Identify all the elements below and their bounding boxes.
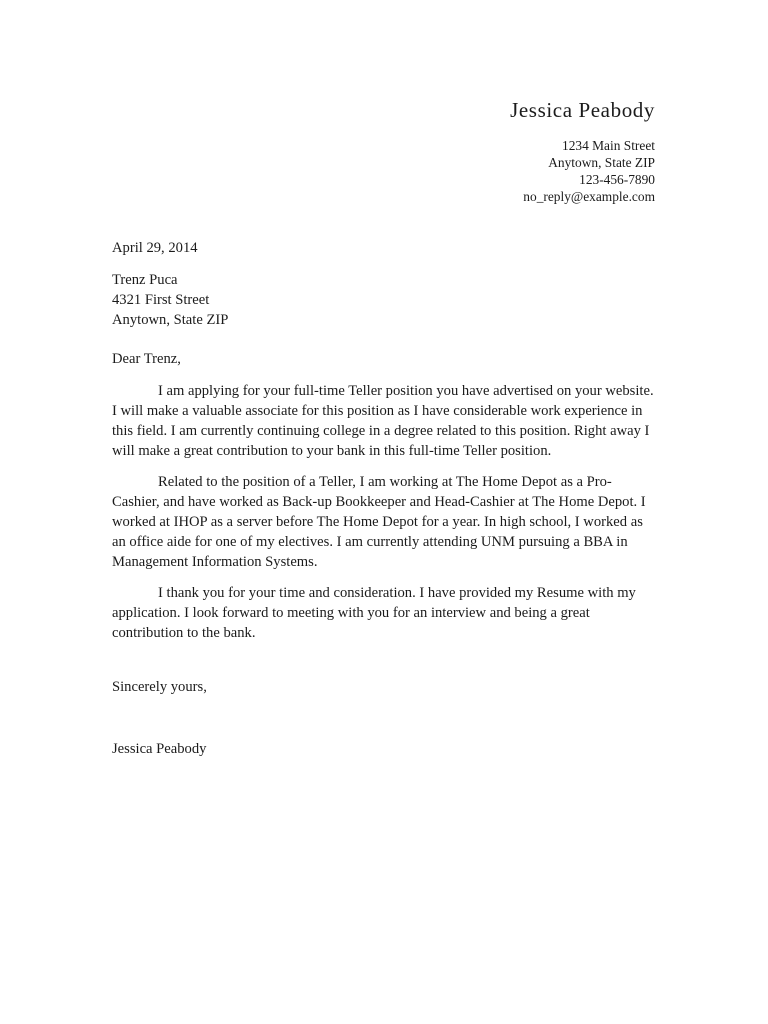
recipient-address-line2: Anytown, State ZIP <box>112 312 229 328</box>
signature-name: Jessica Peabody <box>112 741 207 757</box>
sender-address-line2: Anytown, State ZIP <box>548 155 655 170</box>
closing: Sincerely yours, <box>112 679 207 695</box>
recipient-address-line1: 4321 First Street <box>112 292 210 308</box>
body-paragraph: Related to the position of a Teller, I am working at The Home Depot as a Pro-Cashier, and have worked as Back-up Bookkeeper and Head-Cashier at The Home Depot. I worked at IHOP as a server before The Home Depot for a year. In high school, I worked as an office aide for one of my electives. I am currently attending UNM pursuing a BBA in Management Information Systems. <box>112 474 646 570</box>
body-paragraph: I thank you for your time and consideration. I have provided my Resume with my application. I look forward to meeting with you for an interview and being a great contribution to the bank. <box>112 585 636 641</box>
sender-block <box>255 96 655 205</box>
letter-date: April 29, 2014 <box>112 240 198 256</box>
sender-address-line1: 1234 Main Street <box>562 138 655 153</box>
salutation: Dear Trenz, <box>112 351 181 367</box>
sender-name: Jessica Peabody <box>510 98 655 122</box>
recipient-name: Trenz Puca <box>112 272 178 288</box>
body-paragraph: I am applying for your full-time Teller position you have advertised on your website. I will make a valuable associate for this position as I have considerable work experience in this field. I am currently continuing college in a degree related to this position. Right away I will make a great contribution to your bank in this full-time Teller position. <box>112 383 654 459</box>
recipient-block <box>112 270 657 330</box>
sender-phone: 123-456-7890 <box>579 172 655 187</box>
letter-body <box>112 381 657 654</box>
sender-email: no_reply@example.com <box>523 189 655 204</box>
